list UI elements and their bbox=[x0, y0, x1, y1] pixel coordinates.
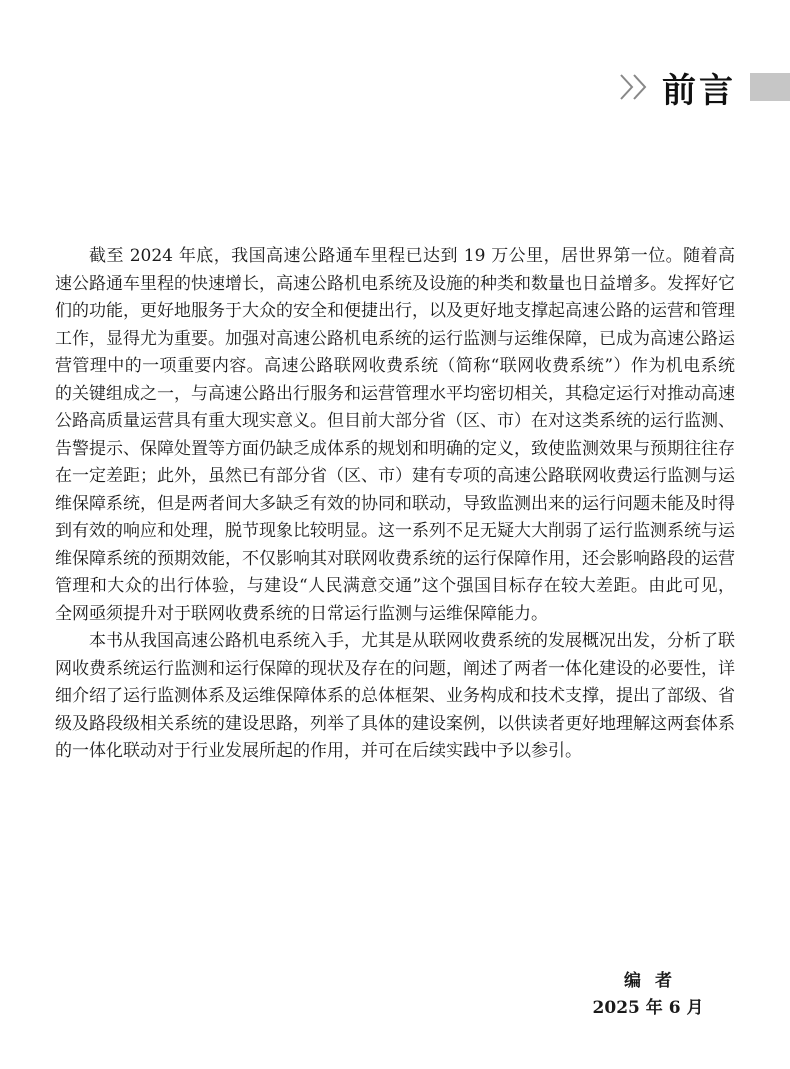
date-label: 2025 年 6 月 bbox=[592, 998, 704, 1018]
author-label: 编者 bbox=[624, 971, 686, 991]
double-chevron-right-icon bbox=[618, 72, 654, 102]
preface-body bbox=[55, 243, 735, 766]
page-title: 前言 bbox=[662, 70, 736, 111]
paragraph-2: 本书从我国高速公路机电系统入手，尤其是从联网收费系统的发展概况出发，分析了联网收费系统运行监测和运行保障的现状及存在的问题，阐述了两者一体化建设的必要性，详细介绍了运行监测体系及运维保障体系的总体框架、业务构成和技术支撑，提出了部级、省级及路段级相关系统的建设思路，列举了具体的建设案例，以供读者更好地理解这两套体系的一体化联动对于行业发展所起的作用，并可在后续实践中予以参引。 bbox=[55, 631, 735, 761]
signature-block bbox=[568, 968, 728, 1022]
header-accent-bar bbox=[750, 73, 790, 101]
chapter-header bbox=[618, 62, 790, 112]
paragraph-1: 截至 2024 年底，我国高速公路通车里程已达到 19 万公里，居世界第一位。随着高速公路通车里程的快速增长，高速公路机电系统及设施的种类和数量也日益增多。发挥好它们的功能，更好地服务于大众的安全和便捷出行，以及更好地支撑起高速公路的运营和管理工作，显得尤为重要。加强对高速公路机电系统的运行监测与运维保障，已成为高速公路运营管理中的一项重要内容。高速公路联网收费系统（简称“联网收费系统”）作为机电系统的关键组成之一，与高速公路出行服务和运营管理水平均密切相关，其稳定运行对推动高速公路高质量运营具有重大现实意义。但目前大部分省（区、市）在对这类系统的运行监测、告警提示、保障处置等方面仍缺乏成体系的规划和明确的定义，致使监测效果与预期往往存在一定差距；此外，虽然已有部分省（区、市）建有专项的高速公路联网收费运行监测与运维保障系统，但是两者间大多缺乏有效的协同和联动，导致监测出来的运行问题未能及时得到有效的响应和处理，脱节现象比较明显。这一系列不足无疑大大削弱了运行监测系统与运维保障系统的预期效能，不仅影响其对联网收费系统的运行保障作用，还会影响路段的运营管理和大众的出行体验，与建设“人民满意交通”这个强国目标存在较大差距。由此可见，全网亟须提升对于联网收费系统的日常运行监测与运维保障能力。 bbox=[55, 246, 735, 624]
